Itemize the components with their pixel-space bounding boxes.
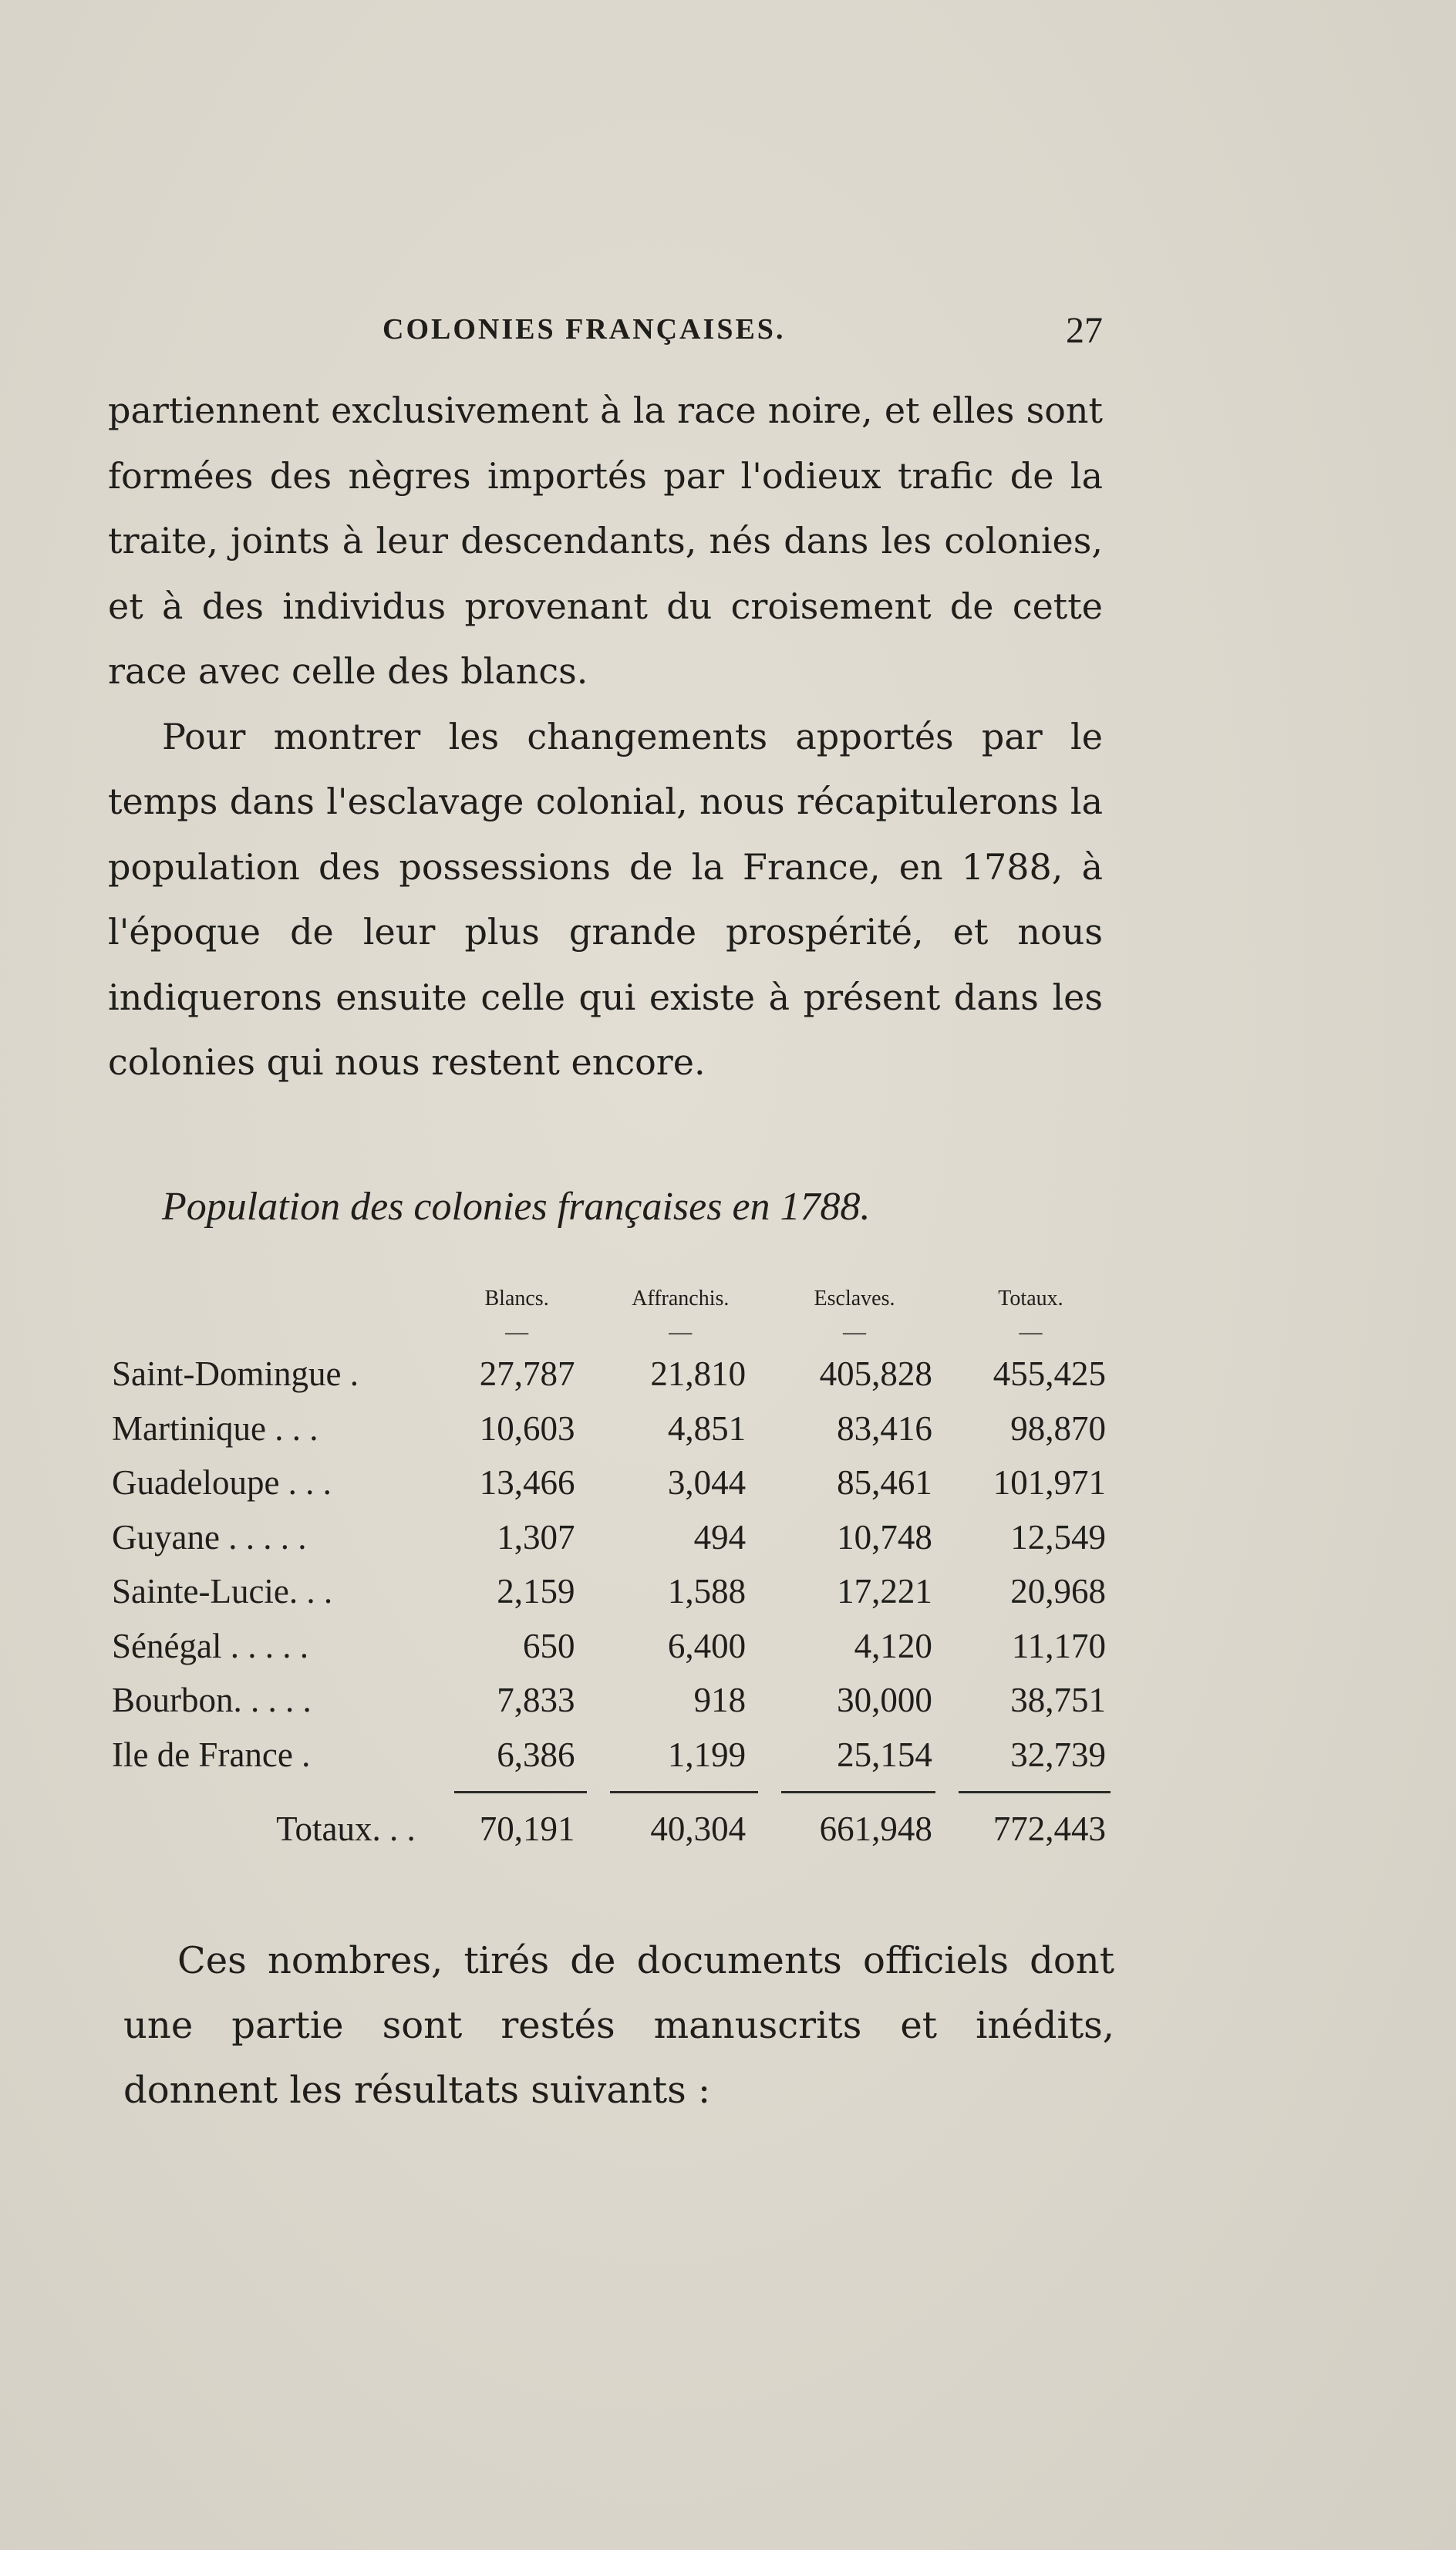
sum-rule bbox=[595, 1782, 766, 1802]
table-row bbox=[112, 1564, 1118, 1619]
cell-blancs: 7,833 bbox=[497, 1681, 575, 1720]
page-number: 27 bbox=[1066, 310, 1103, 351]
cell-blancs: 10,603 bbox=[479, 1408, 575, 1448]
cell-totaux: 38,751 bbox=[1010, 1681, 1106, 1720]
cell-esclaves: 405,828 bbox=[819, 1354, 932, 1394]
cell-blancs: 1,307 bbox=[497, 1517, 575, 1557]
cell-blancs: 2,159 bbox=[497, 1572, 575, 1611]
table-row bbox=[112, 1673, 1118, 1728]
cell-blancs: 27,787 bbox=[479, 1354, 575, 1394]
header-blank bbox=[112, 1280, 439, 1317]
colony-name: Ile de France . bbox=[112, 1735, 311, 1774]
after-table-text bbox=[123, 1928, 1114, 2123]
total-blancs: 70,191 bbox=[479, 1810, 575, 1849]
sum-rule bbox=[439, 1782, 595, 1802]
dash-mark: — bbox=[669, 1319, 693, 1344]
cell-esclaves: 4,120 bbox=[854, 1626, 932, 1665]
total-affranchis: 40,304 bbox=[650, 1810, 747, 1849]
table-row bbox=[112, 1728, 1118, 1783]
cell-blancs: 6,386 bbox=[497, 1735, 575, 1774]
table-row bbox=[112, 1510, 1118, 1565]
cell-esclaves: 30,000 bbox=[837, 1681, 932, 1720]
cell-affranchis: 1,199 bbox=[667, 1735, 747, 1774]
total-totaux: 772,443 bbox=[993, 1810, 1106, 1849]
dash-mark: — bbox=[1019, 1319, 1043, 1344]
cell-totaux: 101,971 bbox=[993, 1463, 1106, 1503]
sum-rule bbox=[943, 1782, 1118, 1802]
table-row bbox=[112, 1619, 1118, 1674]
table-header-row bbox=[112, 1280, 1118, 1317]
cell-esclaves: 83,416 bbox=[837, 1408, 932, 1448]
colony-name: Sénégal . . . . . bbox=[112, 1626, 308, 1665]
dash-mark: — bbox=[843, 1319, 867, 1344]
cell-affranchis: 494 bbox=[693, 1517, 747, 1557]
column-header-affranchis: Affranchis. bbox=[632, 1287, 730, 1310]
cell-blancs: 650 bbox=[522, 1626, 575, 1665]
paragraph-continuation: partiennent exclusivement à la race noire, et elles sont formées des nègres importés par l'odieux trafic de la traite, joints à leur descendants, nés dans les colonies, et à des individus provenant du croisement de cette race avec celle des blancs. bbox=[108, 390, 1103, 692]
cell-affranchis: 21,810 bbox=[650, 1354, 747, 1394]
colony-name: Guadeloupe . . . bbox=[112, 1463, 332, 1503]
cell-totaux: 98,870 bbox=[1010, 1408, 1106, 1448]
paragraph-results: Ces nombres, tirés de documents officiels dont une partie sont restés manuscrits et inédits, donnent les résultats suivants : bbox=[123, 1939, 1114, 2112]
table-row bbox=[112, 1455, 1118, 1510]
cell-esclaves: 85,461 bbox=[837, 1463, 932, 1503]
colony-name: Martinique . . . bbox=[112, 1408, 318, 1448]
cell-affranchis: 6,400 bbox=[667, 1626, 747, 1665]
column-header-esclaves: Esclaves. bbox=[814, 1287, 895, 1310]
running-head-title: COLONIES FRANÇAISES. bbox=[383, 313, 786, 346]
cell-blancs: 13,466 bbox=[479, 1463, 575, 1503]
cell-totaux: 12,549 bbox=[1010, 1517, 1106, 1557]
total-esclaves: 661,948 bbox=[819, 1810, 932, 1849]
colony-name: Sainte-Lucie. . . bbox=[112, 1572, 333, 1611]
cell-affranchis: 3,044 bbox=[667, 1463, 747, 1503]
cell-totaux: 20,968 bbox=[1010, 1572, 1106, 1611]
dash-mark: — bbox=[505, 1319, 529, 1344]
paragraph-intro-table: Pour montrer les changements apportés par le temps dans l'esclavage colonial, nous récapitulerons la population des possessions de la France, en 1788, à l'époque de leur plus grande prospérité, et nous indiquerons ensuite celle qui existe à présent dans les colonies qui nous restent encore. bbox=[108, 715, 1103, 1083]
cell-totaux: 32,739 bbox=[1010, 1735, 1106, 1774]
dash-row bbox=[112, 1317, 1118, 1347]
colony-name: Guyane . . . . . bbox=[112, 1517, 307, 1557]
table-title: Population des colonies françaises en 1788. bbox=[162, 1185, 871, 1229]
cell-affranchis: 4,851 bbox=[667, 1408, 747, 1448]
column-header-totaux: Totaux. bbox=[998, 1287, 1063, 1310]
colony-name: Saint-Domingue . bbox=[112, 1354, 359, 1394]
running-header bbox=[108, 312, 1103, 366]
cell-esclaves: 10,748 bbox=[837, 1517, 932, 1557]
population-table bbox=[112, 1280, 1118, 1857]
table-row bbox=[112, 1347, 1118, 1401]
cell-esclaves: 25,154 bbox=[837, 1735, 932, 1774]
cell-affranchis: 1,588 bbox=[667, 1572, 747, 1611]
totals-row bbox=[112, 1802, 1118, 1857]
sum-rule bbox=[766, 1782, 943, 1802]
sum-rule-row bbox=[112, 1782, 1118, 1802]
cell-affranchis: 918 bbox=[693, 1681, 747, 1720]
table-row bbox=[112, 1401, 1118, 1456]
column-header-blancs: Blancs. bbox=[484, 1287, 549, 1310]
body-text bbox=[108, 378, 1103, 1095]
cell-totaux: 11,170 bbox=[1011, 1626, 1106, 1665]
cell-esclaves: 17,221 bbox=[837, 1572, 932, 1611]
cell-totaux: 455,425 bbox=[993, 1354, 1106, 1394]
colony-name: Bourbon. . . . . bbox=[112, 1681, 312, 1720]
totals-label: Totaux. . . bbox=[276, 1810, 416, 1849]
